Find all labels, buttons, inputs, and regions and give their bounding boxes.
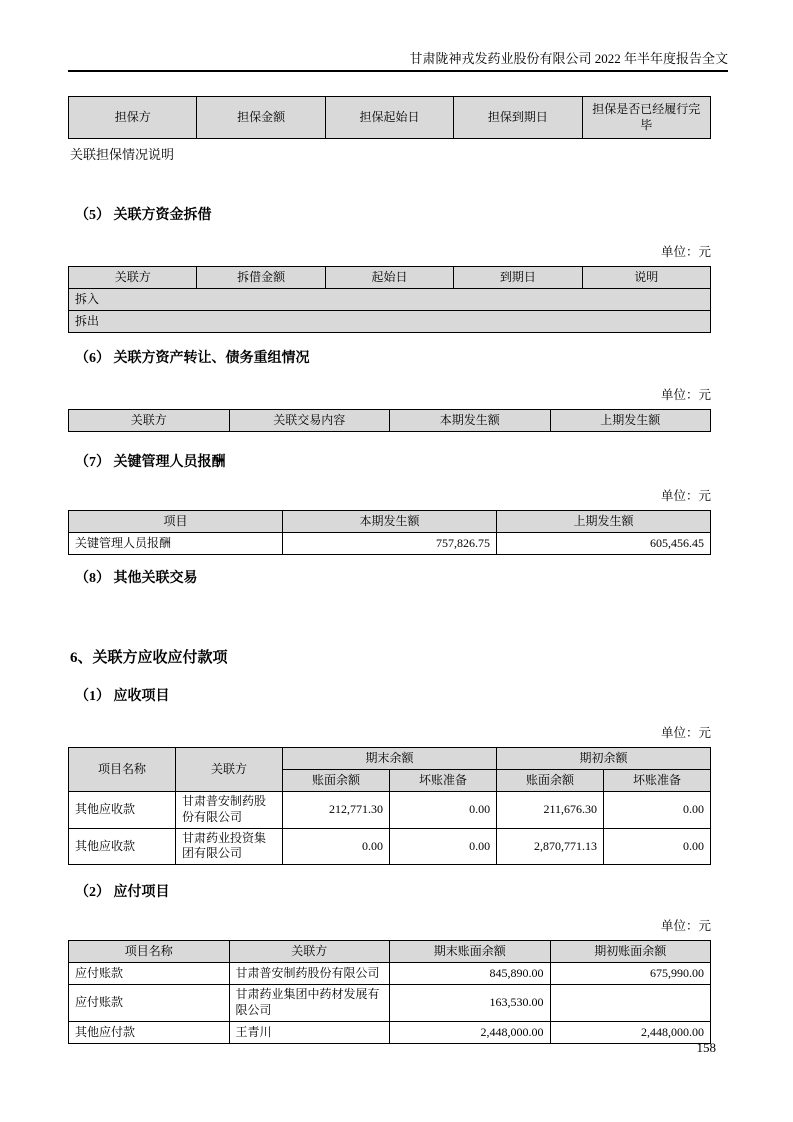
col-header-current-amount: 本期发生额 <box>390 410 551 432</box>
cell-item: 关键管理人员报酬 <box>69 533 283 555</box>
cell-lend-out: 拆出 <box>69 311 711 333</box>
cell-ending-bad-debt: 0.00 <box>390 792 497 829</box>
col-header-current-amount: 本期发生额 <box>283 511 497 533</box>
cell-beginning-book: 2,870,771.13 <box>497 828 604 865</box>
fund-lending-row-lend-out <box>69 311 711 333</box>
col-header-guarantee-fulfilled: 担保是否已经履行完毕 <box>582 97 710 139</box>
heading-receivables: （1） 应收项目 <box>75 689 170 704</box>
col-header-bad-debt-provision: 坏账准备 <box>604 770 711 792</box>
col-header-transaction-content: 关联交易内容 <box>229 410 390 432</box>
col-header-related-party: 关联方 <box>176 748 283 792</box>
col-header-item: 项目 <box>69 511 283 533</box>
col-header-ending-book-balance: 期末账面余额 <box>390 941 551 963</box>
payables-data-row <box>69 1021 711 1043</box>
guarantee-note: 关联担保情况说明 <box>70 147 175 162</box>
col-header-book-balance: 账面余额 <box>497 770 604 792</box>
receivables-header-row-1 <box>69 748 711 770</box>
cell-ending-book: 0.00 <box>283 828 390 865</box>
payables-header-row <box>69 941 711 963</box>
col-header-beginning-book-balance: 期初账面余额 <box>550 941 711 963</box>
cell-current-amount: 757,826.75 <box>283 533 497 555</box>
fund-lending-table <box>68 266 711 333</box>
cell-beginning-bad-debt: 0.00 <box>604 828 711 865</box>
col-header-guarantee-amount: 担保金额 <box>197 97 325 139</box>
cell-beginning-bad-debt: 0.00 <box>604 792 711 829</box>
col-header-beginning-balance: 期初余额 <box>497 748 711 770</box>
heading-payables: （2） 应付项目 <box>75 885 170 901</box>
col-header-start-date: 起始日 <box>325 267 453 289</box>
col-header-due-date: 到期日 <box>454 267 582 289</box>
col-header-lending-amount: 拆借金额 <box>197 267 325 289</box>
page-number: 158 <box>696 1040 716 1055</box>
cell-ending-book: 212,771.30 <box>283 792 390 829</box>
guarantee-header-row <box>69 97 711 139</box>
col-header-item-name: 项目名称 <box>69 748 176 792</box>
heading-section6: 6、关联方应收应付款项 <box>70 650 228 666</box>
cell-beginning-balance: 2,448,000.00 <box>550 1021 711 1043</box>
col-header-related-party: 关联方 <box>229 941 390 963</box>
cell-related-party: 甘肃药业集团中药材发展有限公司 <box>229 985 390 1022</box>
heading-asset-transfer: （6） 关联方资产转让、债务重组情况 <box>75 351 310 366</box>
col-header-bad-debt-provision: 坏账准备 <box>390 770 497 792</box>
unit-label: 单位：元 <box>660 245 711 259</box>
col-header-guarantor: 担保方 <box>69 97 197 139</box>
cell-beginning-book: 211,676.30 <box>497 792 604 829</box>
cell-item: 其他应收款 <box>69 792 176 829</box>
cell-beginning-balance <box>550 985 711 1022</box>
cell-item: 应付账款 <box>69 963 230 985</box>
cell-beginning-balance: 675,990.00 <box>550 963 711 985</box>
col-header-related-party: 关联方 <box>69 410 230 432</box>
unit-label: 单位：元 <box>660 388 711 402</box>
col-header-item-name: 项目名称 <box>69 941 230 963</box>
col-header-prior-amount: 上期发生额 <box>497 511 711 533</box>
cell-related-party: 甘肃普安制药股份有限公司 <box>229 963 390 985</box>
guarantee-table <box>68 96 711 139</box>
cell-item: 其他应付款 <box>69 1021 230 1043</box>
payables-data-row <box>69 963 711 985</box>
unit-label: 单位：元 <box>660 489 711 503</box>
heading-fund-lending: （5） 关联方资金拆借 <box>75 208 212 223</box>
report-header-title: 甘肃陇神戎发药业股份有限公司 2022 年半年度报告全文 <box>409 51 728 66</box>
heading-key-management: （7） 关键管理人员报酬 <box>75 455 226 470</box>
header-divider <box>68 70 728 72</box>
payables-data-row <box>69 985 711 1022</box>
fund-lending-row-borrow-in <box>69 289 711 311</box>
key-management-data-row <box>69 533 711 555</box>
col-header-remark: 说明 <box>582 267 710 289</box>
page-content <box>68 0 728 1044</box>
col-header-guarantee-end-date: 担保到期日 <box>454 97 582 139</box>
unit-label: 单位：元 <box>660 919 711 934</box>
cell-ending-balance: 2,448,000.00 <box>390 1021 551 1043</box>
cell-item: 应付账款 <box>69 985 230 1022</box>
col-header-book-balance: 账面余额 <box>283 770 390 792</box>
asset-transfer-header-row <box>69 410 711 432</box>
payables-table <box>68 940 711 1044</box>
cell-related-party: 王青川 <box>229 1021 390 1043</box>
heading-other-related: （8） 其他关联交易 <box>75 571 198 586</box>
key-management-header-row <box>69 511 711 533</box>
fund-lending-header-row <box>69 267 711 289</box>
cell-ending-bad-debt: 0.00 <box>390 828 497 865</box>
col-header-ending-balance: 期末余额 <box>283 748 497 770</box>
cell-related-party: 甘肃药业投资集团有限公司 <box>176 828 283 865</box>
cell-item: 其他应收款 <box>69 828 176 865</box>
cell-borrow-in: 拆入 <box>69 289 711 311</box>
receivables-data-row <box>69 828 711 865</box>
cell-ending-balance: 845,890.00 <box>390 963 551 985</box>
col-header-guarantee-start-date: 担保起始日 <box>325 97 453 139</box>
asset-transfer-table <box>68 409 711 432</box>
cell-related-party: 甘肃普安制药股份有限公司 <box>176 792 283 829</box>
col-header-related-party: 关联方 <box>69 267 197 289</box>
col-header-prior-amount: 上期发生额 <box>550 410 711 432</box>
receivables-data-row <box>69 792 711 829</box>
cell-prior-amount: 605,456.45 <box>497 533 711 555</box>
cell-ending-balance: 163,530.00 <box>390 985 551 1022</box>
unit-label: 单位：元 <box>660 726 711 740</box>
receivables-table <box>68 747 711 865</box>
key-management-table <box>68 510 711 555</box>
